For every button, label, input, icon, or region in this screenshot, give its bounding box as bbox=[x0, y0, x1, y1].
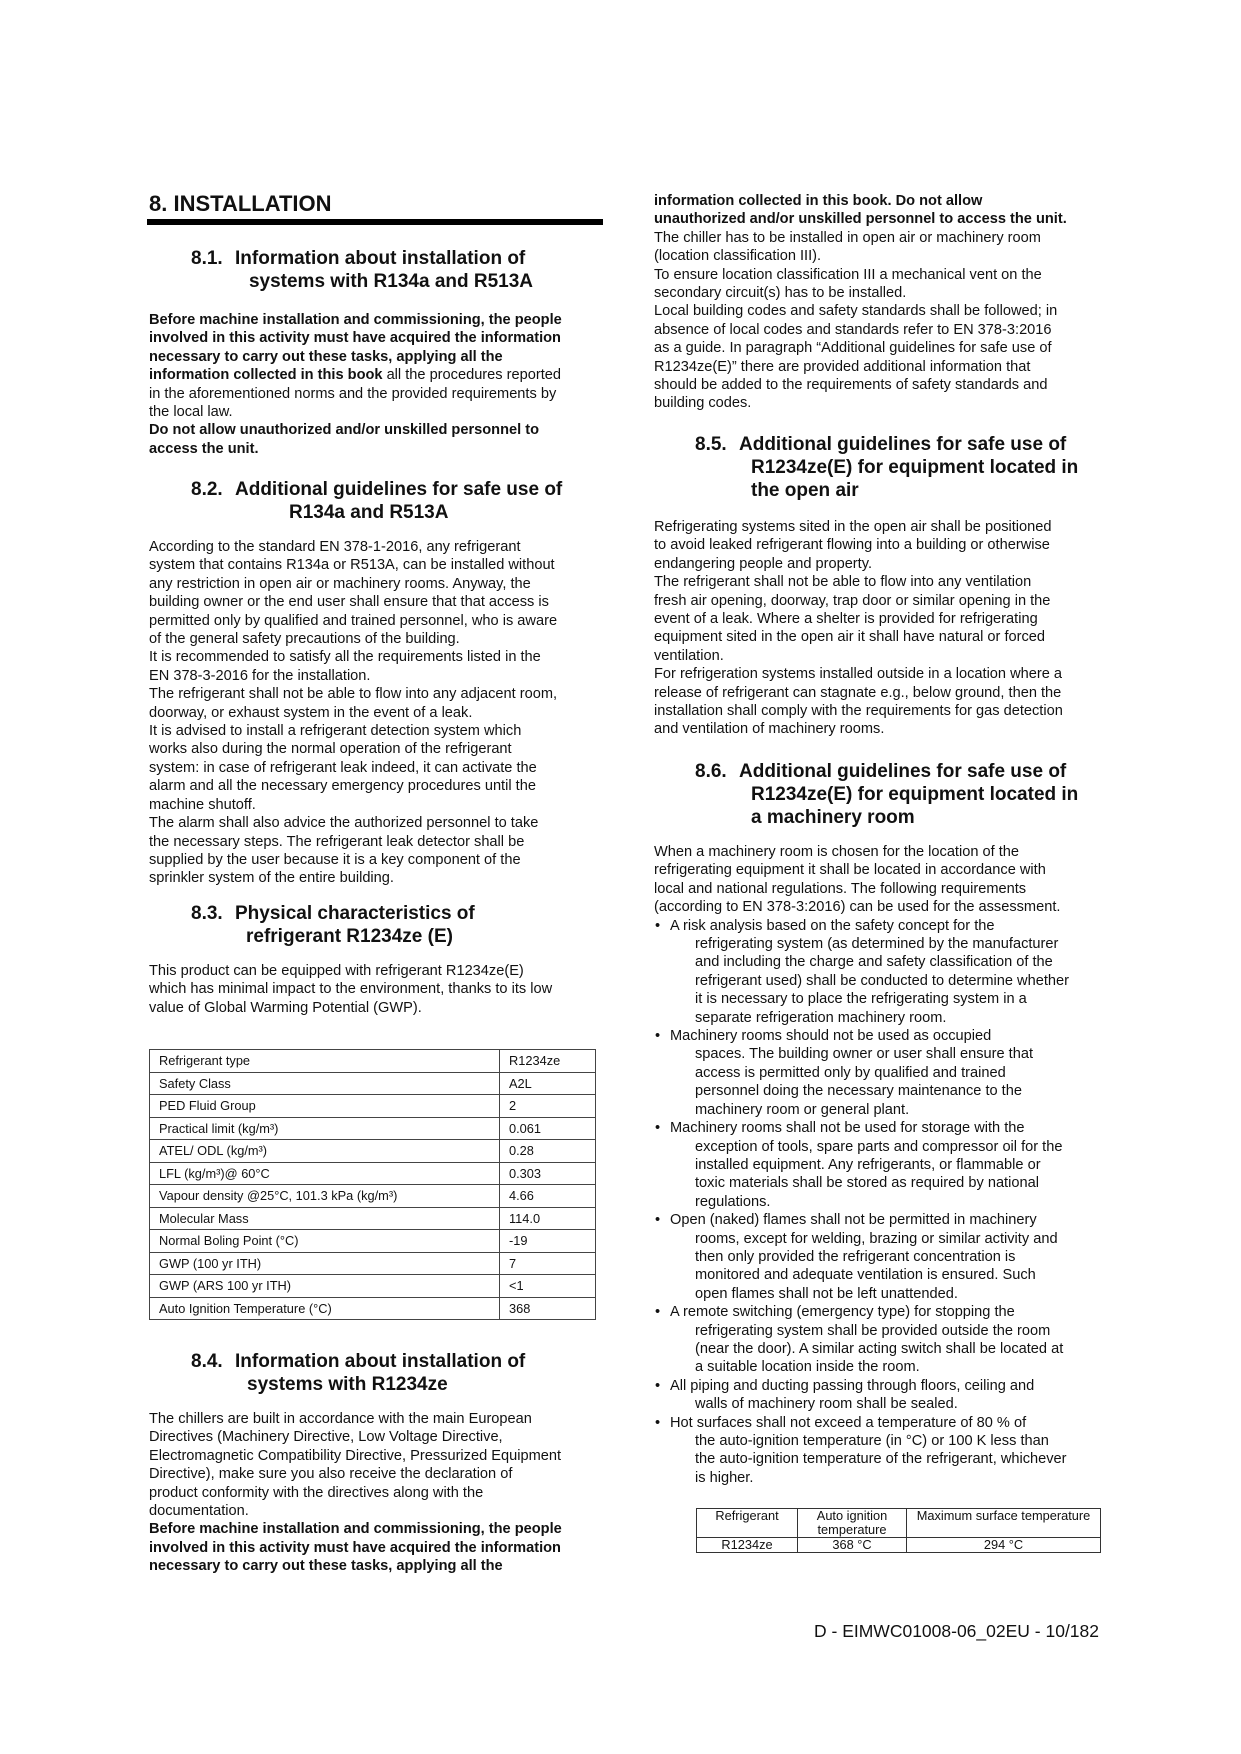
table-cell: 368 bbox=[500, 1297, 596, 1320]
table-cell: 114.0 bbox=[500, 1207, 596, 1230]
paragraph-line: involved in this activity must have acquired the information bbox=[149, 1539, 561, 1556]
bullet-line: then only provided the refrigerant concentration is bbox=[695, 1248, 1016, 1265]
list-item bbox=[654, 1414, 1109, 1488]
paragraph-line: information collected in this book bbox=[149, 367, 383, 384]
bullet-line: regulations. bbox=[695, 1193, 771, 1210]
paragraph-line: should be added to the requirements of safety standards and bbox=[654, 377, 1048, 394]
paragraph-line: ventilation. bbox=[654, 647, 724, 664]
bullet-line: monitored and adequate ventilation is ensured. Such bbox=[695, 1267, 1036, 1284]
section-8-6-title-line3: a machinery room bbox=[751, 807, 915, 828]
table-cell: A2L bbox=[500, 1072, 596, 1095]
section-8-1-title-line1: Information about installation of bbox=[235, 248, 526, 269]
paragraph-line: The chiller has to be installed in open air or machinery room bbox=[654, 229, 1041, 246]
bullet-line: installed equipment. Any refrigerants, or flammable or bbox=[695, 1156, 1041, 1173]
paragraph-line: any restriction in open air or machinery rooms. Anyway, the bbox=[149, 575, 531, 592]
paragraph-line: which has minimal impact to the environment, thanks to its low bbox=[149, 981, 553, 998]
list-item bbox=[654, 1119, 1109, 1211]
section-8-6-number: 8.6. bbox=[695, 761, 727, 782]
table-row bbox=[150, 1297, 596, 1320]
bullet-line: machinery room or general plant. bbox=[695, 1101, 910, 1118]
bullet-line: and including the charge and safety classification of the bbox=[695, 954, 1053, 971]
bullet-line: walls of machinery room shall be sealed. bbox=[695, 1396, 958, 1413]
section-8-5-heading bbox=[695, 433, 1109, 502]
paragraph-line: Local building codes and safety standards shall be followed; in bbox=[654, 303, 1058, 320]
table-cell: 7 bbox=[500, 1252, 596, 1275]
bullet-line: access is permitted only by qualified and trained bbox=[695, 1064, 1006, 1081]
table-cell: 2 bbox=[500, 1095, 596, 1118]
paragraph-line: It is advised to install a refrigerant detection system which bbox=[149, 723, 522, 740]
section-8-1-number: 8.1. bbox=[191, 248, 223, 269]
warning-line: Do not allow unauthorized and/or unskilled personnel to bbox=[149, 422, 539, 439]
paragraph-line: secondary circuit(s) has to be installed. bbox=[654, 285, 907, 302]
table-cell: Molecular Mass bbox=[150, 1207, 500, 1230]
bullet-line: a suitable location inside the room. bbox=[695, 1359, 920, 1376]
list-item bbox=[654, 917, 1109, 1027]
table-cell: 0.303 bbox=[500, 1162, 596, 1185]
section-8-1-heading bbox=[191, 247, 591, 293]
paragraph-line: supplied by the user because it is a key component of the bbox=[149, 851, 521, 868]
table-cell: GWP (ARS 100 yr ITH) bbox=[150, 1275, 500, 1298]
paragraph-line: To ensure location classification III a mechanical vent on the bbox=[654, 266, 1042, 283]
table-cell: 4.66 bbox=[500, 1185, 596, 1208]
paragraph-line: equipment sited in the open air it shall have natural or forced bbox=[654, 629, 1046, 646]
table-row bbox=[150, 1050, 596, 1073]
table-row bbox=[150, 1252, 596, 1275]
table-header-cell: Maximum surface temperature bbox=[907, 1509, 1101, 1538]
section-8-4-title-line1: Information about installation of bbox=[235, 1351, 526, 1372]
section-8-2-title-line2: R134a and R513A bbox=[289, 502, 449, 523]
table-header-cell: Auto ignition temperature bbox=[798, 1509, 907, 1538]
table-row bbox=[150, 1185, 596, 1208]
paragraph-line: R1234ze(E)” there are provided additional information that bbox=[654, 358, 1031, 375]
section-8-6-title-line2: R1234ze(E) for equipment located in bbox=[751, 784, 1079, 805]
paragraph-line: all the procedures reported bbox=[382, 367, 561, 384]
table-cell: 0.061 bbox=[500, 1117, 596, 1140]
section-8-6-title-line1: Additional guidelines for safe use of bbox=[739, 761, 1067, 782]
section-8-5-body bbox=[654, 518, 1109, 739]
table-cell: 294 °C bbox=[907, 1538, 1101, 1553]
section-8-6-body bbox=[654, 843, 1109, 1487]
section-8-1-body bbox=[149, 311, 607, 458]
paragraph-line: It is recommended to satisfy all the requirements listed in the bbox=[149, 649, 541, 666]
table-row bbox=[150, 1117, 596, 1140]
machinery-room-requirements-list bbox=[654, 917, 1109, 1488]
paragraph-line: system: in case of refrigerant leak indeed, it can activate the bbox=[149, 759, 537, 776]
bullet-line: A remote switching (emergency type) for stopping the bbox=[670, 1304, 1015, 1321]
paragraph-line: Before machine installation and commissioning, the people bbox=[149, 312, 562, 328]
table-cell: Normal Boling Point (°C) bbox=[150, 1230, 500, 1253]
bullet-line: refrigerating system shall be provided outside the room bbox=[695, 1322, 1051, 1339]
paragraph-line: This product can be equipped with refrigerant R1234ze(E) bbox=[149, 963, 524, 979]
section-8-4-body bbox=[149, 1410, 607, 1576]
bullet-line: it is necessary to place the refrigerating system in a bbox=[695, 991, 1027, 1008]
bullet-line: toxic materials shall be stored as required by national bbox=[695, 1175, 1039, 1192]
section-8-3-title-line2: refrigerant R1234ze (E) bbox=[246, 926, 453, 947]
table-row bbox=[150, 1140, 596, 1163]
paragraph-line: absence of local codes and standards refer to EN 378-3:2016 bbox=[654, 321, 1052, 338]
table-row bbox=[150, 1275, 596, 1298]
paragraph-line: information collected in this book. Do not allow bbox=[654, 193, 983, 209]
paragraph-line: Before machine installation and commissioning, the people bbox=[149, 1521, 562, 1538]
table-row bbox=[150, 1207, 596, 1230]
section-8-4-heading bbox=[191, 1350, 591, 1396]
paragraph-line: endangering people and property. bbox=[654, 555, 872, 572]
bullet-line: is higher. bbox=[695, 1469, 754, 1486]
table-header-row bbox=[697, 1509, 1101, 1538]
table-cell: ATEL/ ODL (kg/m³) bbox=[150, 1140, 500, 1163]
bullet-line: A risk analysis based on the safety concept for the bbox=[670, 917, 995, 934]
table-cell: PED Fluid Group bbox=[150, 1095, 500, 1118]
section-8-2-heading bbox=[191, 478, 591, 524]
paragraph-line: necessary to carry out these tasks, applying all the bbox=[149, 1558, 503, 1575]
paragraph-line: doorway, or exhaust system in the event of a leak. bbox=[149, 704, 473, 721]
paragraph-line: The refrigerant shall not be able to flow into any adjacent room, bbox=[149, 686, 558, 703]
table-cell: R1234ze bbox=[500, 1050, 596, 1073]
paragraph-line: (according to EN 378-3:2016) can be used for the assessment. bbox=[654, 899, 1061, 916]
section-8-2-title-line1: Additional guidelines for safe use of bbox=[235, 479, 563, 500]
paragraph-line: Directives (Machinery Directive, Low Voltage Directive, bbox=[149, 1429, 503, 1446]
title-rule bbox=[147, 219, 603, 225]
bullet-line: All piping and ducting passing through floors, ceiling and bbox=[670, 1377, 1035, 1394]
paragraph-line: According to the standard EN 378-1-2016, any refrigerant bbox=[149, 539, 521, 555]
paragraph-line: local and national regulations. The following requirements bbox=[654, 880, 1027, 897]
table-cell: Practical limit (kg/m³) bbox=[150, 1117, 500, 1140]
table-cell: Safety Class bbox=[150, 1072, 500, 1095]
paragraph-line: works also during the normal operation of the refrigerant bbox=[149, 741, 512, 758]
bullet-line: refrigerant used) shall be conducted to determine whether bbox=[695, 972, 1069, 989]
paragraph-line: The chillers are built in accordance with the main European bbox=[149, 1411, 532, 1427]
table-cell: LFL (kg/m³)@ 60°C bbox=[150, 1162, 500, 1185]
paragraph-line: fresh air opening, doorway, trap door or similar opening in the bbox=[654, 592, 1051, 609]
table-cell: <1 bbox=[500, 1275, 596, 1298]
paragraph-line: unauthorized and/or unskilled personnel to access the unit. bbox=[654, 211, 1067, 228]
surface-temperature-table bbox=[696, 1508, 1101, 1553]
bullet-line: refrigerating system (as determined by the manufacturer bbox=[695, 936, 1059, 953]
paragraph-line: to avoid leaked refrigerant flowing into a building or otherwise bbox=[654, 537, 1050, 554]
section-8-1-title-line2: systems with R134a and R513A bbox=[248, 271, 534, 292]
section-8-4-number: 8.4. bbox=[191, 1351, 223, 1372]
paragraph-line: Refrigerating systems sited in the open air shall be positioned bbox=[654, 519, 1052, 535]
table-cell: Auto Ignition Temperature (°C) bbox=[150, 1297, 500, 1320]
paragraph-line: alarm and all the necessary emergency procedures until the bbox=[149, 778, 536, 795]
paragraph-line: sprinkler system of the entire building. bbox=[149, 870, 394, 887]
list-item bbox=[654, 1211, 1109, 1303]
section-8-5-title-line3: the open air bbox=[751, 480, 859, 501]
bullet-line: exception of tools, spare parts and compressor oil for the bbox=[695, 1138, 1063, 1155]
section-8-2-number: 8.2. bbox=[191, 479, 223, 500]
table-row bbox=[150, 1095, 596, 1118]
list-item bbox=[654, 1027, 1109, 1119]
list-item bbox=[654, 1377, 1109, 1414]
section-8-4-title-line2: systems with R1234ze bbox=[247, 1374, 448, 1395]
table-cell: -19 bbox=[500, 1230, 596, 1253]
section-8-3-body bbox=[149, 962, 607, 1017]
refrigerant-properties-table bbox=[149, 1049, 596, 1320]
right-intro-body bbox=[654, 192, 1109, 413]
paragraph-line: For refrigeration systems installed outside in a location where a bbox=[654, 666, 1063, 683]
paragraph-line: product conformity with the directives along with the bbox=[149, 1484, 484, 1501]
table-cell: Vapour density @25°C, 101.3 kPa (kg/m³) bbox=[150, 1185, 500, 1208]
section-8-3-number: 8.3. bbox=[191, 903, 223, 924]
page-footer: D - EIMWC01008-06_02EU - 10/182 bbox=[814, 1621, 1099, 1641]
table-cell: GWP (100 yr ITH) bbox=[150, 1252, 500, 1275]
table-header-cell: Refrigerant bbox=[697, 1509, 798, 1538]
table-row bbox=[150, 1230, 596, 1253]
bullet-line: spaces. The building owner or user shall ensure that bbox=[695, 1046, 1034, 1063]
paragraph-line: EN 378-3-2016 for the installation. bbox=[149, 667, 371, 684]
paragraph-line: of the general safety precautions of the building. bbox=[149, 631, 460, 648]
paragraph-line: permitted only by qualified and trained personnel, who is aware bbox=[149, 612, 558, 629]
paragraph-line: and ventilation of machinery rooms. bbox=[654, 721, 885, 738]
section-8-5-title-line1: Additional guidelines for safe use of bbox=[739, 434, 1067, 455]
paragraph-line: the local law. bbox=[149, 404, 233, 421]
paragraph-line: value of Global Warming Potential (GWP). bbox=[149, 999, 422, 1016]
paragraph-line: building codes. bbox=[654, 395, 752, 412]
table-cell: 0.28 bbox=[500, 1140, 596, 1163]
section-8-5-title-line2: R1234ze(E) for equipment located in bbox=[751, 457, 1079, 478]
bullet-line: Machinery rooms should not be used as occupied bbox=[670, 1028, 992, 1045]
paragraph-line: necessary to carry out these tasks, applying all the bbox=[149, 348, 503, 365]
section-8-6-heading bbox=[695, 760, 1109, 829]
table-cell: R1234ze bbox=[697, 1538, 798, 1553]
table-cell: Refrigerant type bbox=[150, 1050, 500, 1073]
table-cell: 368 °C bbox=[798, 1538, 907, 1553]
paragraph-line: in the aforementioned norms and the provided requirements by bbox=[149, 385, 557, 402]
paragraph-line: (location classification III). bbox=[654, 248, 822, 265]
section-8-title: 8. INSTALLATION bbox=[149, 191, 332, 216]
section-8-3-title-line1: Physical characteristics of bbox=[235, 903, 475, 924]
paragraph-line: refrigerating equipment it shall be located in accordance with bbox=[654, 862, 1046, 879]
paragraph-line: installation shall comply with the requirements for gas detection bbox=[654, 703, 1063, 720]
paragraph-line: the necessary steps. The refrigerant leak detector shall be bbox=[149, 833, 525, 850]
paragraph-line: event of a leak. Where a shelter is provided for refrigerating bbox=[654, 611, 1038, 628]
paragraph-line: building owner or the end user shall ensure that that access is bbox=[149, 594, 549, 611]
bullet-line: Machinery rooms shall not be used for storage with the bbox=[670, 1120, 1025, 1137]
table-row bbox=[150, 1072, 596, 1095]
paragraph-line: The refrigerant shall not be able to flow into any ventilation bbox=[654, 574, 1032, 591]
paragraph-line: When a machinery room is chosen for the location of the bbox=[654, 844, 1020, 860]
paragraph-line: release of refrigerant can stagnate e.g., below ground, then the bbox=[654, 684, 1062, 701]
bullet-line: open flames shall not be left unattended. bbox=[695, 1285, 958, 1302]
paragraph-line: involved in this activity must have acquired the information bbox=[149, 330, 561, 347]
bullet-line: Open (naked) flames shall not be permitted in machinery bbox=[670, 1212, 1037, 1229]
table-row bbox=[150, 1162, 596, 1185]
section-8-2-body bbox=[149, 538, 607, 888]
paragraph-line: Directive), make sure you also receive the declaration of bbox=[149, 1466, 513, 1483]
section-8-5-number: 8.5. bbox=[695, 434, 727, 455]
bullet-line: the auto-ignition temperature of the refrigerant, whichever bbox=[695, 1451, 1067, 1468]
table-row bbox=[697, 1538, 1101, 1553]
bullet-line: Hot surfaces shall not exceed a temperature of 80 % of bbox=[670, 1414, 1027, 1431]
list-item bbox=[654, 1303, 1109, 1377]
paragraph-line: machine shutoff. bbox=[149, 796, 256, 813]
paragraph-line: Electromagnetic Compatibility Directive, Pressurized Equipment bbox=[149, 1447, 562, 1464]
paragraph-line: The alarm shall also advice the authorized personnel to take bbox=[149, 815, 539, 832]
bullet-line: (near the door). A similar acting switch shall be located at bbox=[695, 1340, 1064, 1357]
paragraph-line: as a guide. In paragraph “Additional guidelines for safe use of bbox=[654, 340, 1052, 357]
warning-line: access the unit. bbox=[149, 440, 259, 457]
paragraph-line: documentation. bbox=[149, 1503, 249, 1520]
bullet-line: personnel doing the necessary maintenance to the bbox=[695, 1083, 1022, 1100]
bullet-line: separate refrigeration machinery room. bbox=[695, 1009, 947, 1026]
bullet-line: the auto-ignition temperature (in °C) or 100 K less than bbox=[695, 1433, 1049, 1449]
paragraph-line: system that contains R134a or R513A, can be installed without bbox=[149, 557, 555, 574]
bullet-line: rooms, except for welding, brazing or similar activity and bbox=[695, 1230, 1058, 1247]
section-8-3-heading bbox=[191, 902, 591, 948]
